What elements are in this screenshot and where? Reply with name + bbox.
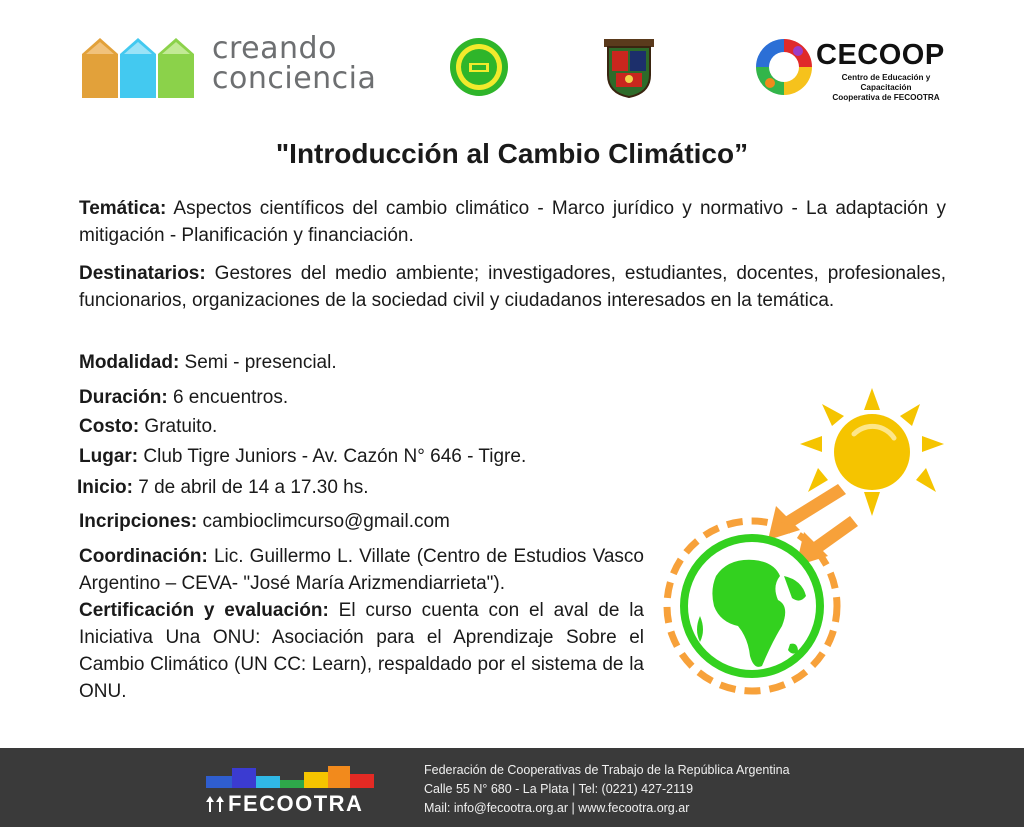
earth-globe-icon — [684, 538, 820, 674]
club-tigre-juniors-logo — [449, 37, 509, 97]
fecootra-people-icon — [206, 796, 226, 812]
footer-address-phone: Calle 55 N° 680 - La Plata | Tel: (0221) 427-2119 — [424, 782, 694, 796]
tematica-label: Temática: — [79, 198, 167, 219]
lugar-line — [79, 443, 526, 470]
modalidad-line — [79, 349, 337, 376]
coordinacion-text: Lic. Guillermo L. Villate (Centro de Estudios Vasco Argentino – CEVA- "José María Arizmendiarrieta"). — [79, 546, 644, 594]
climate-illustration — [650, 380, 960, 700]
fecootra-logo — [206, 764, 376, 814]
destinatarios-label: Destinatarios: — [79, 263, 206, 284]
duracion-text: 6 encuentros. — [167, 387, 289, 408]
footer — [0, 748, 1024, 827]
cecoop-subtitle — [816, 73, 956, 103]
houses-logo-icon — [80, 34, 198, 100]
inscripciones-label: Incripciones: — [79, 511, 198, 532]
club-emblem-icon — [449, 37, 509, 97]
cecoop-name: CECOOP — [816, 39, 945, 71]
inicio-label: Inicio: — [77, 477, 133, 498]
certificacion-label: Certificación y evaluación: — [79, 600, 329, 621]
conciencia-word: conciencia — [212, 61, 377, 96]
tematica-text: Aspectos científicos del cambio climático - Marco jurídico y normativo - La adaptación y mitigación - Planificación y financiación. — [79, 198, 946, 246]
footer-federation-name: Federación de Cooperativas de Trabajo de la República Argentina — [424, 763, 790, 777]
inscripciones-line — [79, 508, 450, 535]
cecoop-puzzle-icon — [754, 37, 814, 97]
cecoop-sub-line2: Cooperativa de FECOOTRA — [832, 93, 940, 102]
inicio-line — [77, 474, 369, 501]
creando-word: creando — [212, 31, 337, 66]
costo-line — [79, 413, 217, 440]
page-title: "Introducción al Cambio Climático” — [275, 138, 749, 169]
modalidad-text: Semi - presencial. — [179, 352, 337, 373]
footer-mail-web: Mail: info@fecootra.org.ar | www.fecootra.org.ar — [424, 801, 690, 815]
duracion-label: Duración: — [79, 387, 168, 408]
coat-of-arms-logo — [602, 37, 656, 99]
coordinacion-paragraph — [79, 543, 644, 597]
coat-of-arms-icon — [602, 37, 656, 99]
footer-contact-info — [424, 761, 790, 818]
modalidad-label: Modalidad: — [79, 352, 180, 373]
certificacion-text: El curso cuenta con el aval de la Iniciativa Una ONU: Asociación para el Aprendizaje Sobre el Cambio Climático (UN CC: Learn), respaldado por el sistema de la ONU. — [79, 600, 644, 702]
tematica-paragraph — [79, 195, 946, 249]
lugar-label: Lugar: — [79, 446, 139, 467]
costo-text: Gratuito. — [139, 416, 218, 437]
fecootra-color-blocks-icon — [206, 764, 376, 790]
cecoop-logo — [754, 37, 954, 102]
coordinacion-label: Coordinación: — [79, 546, 208, 567]
duracion-line — [79, 384, 288, 411]
creando-conciencia-text — [212, 31, 377, 96]
fecootra-wordmark: FECOOTRA — [228, 791, 364, 816]
cecoop-sub-line1: Centro de Educación y Capacitación — [841, 73, 931, 92]
costo-label: Costo: — [79, 416, 140, 437]
creando-conciencia-logo — [80, 31, 377, 104]
lugar-text: Club Tigre Juniors - Av. Cazón N° 646 - Tigre. — [138, 446, 527, 467]
destinatarios-paragraph — [79, 260, 946, 314]
certificacion-paragraph — [79, 597, 644, 705]
inicio-text: 7 de abril de 14 a 17.30 hs. — [132, 477, 369, 498]
inscripciones-email: cambioclimcurso@gmail.com — [197, 511, 450, 532]
destinatarios-text: Gestores del medio ambiente; investigadores, estudiantes, docentes, profesionales, funcionarios, organizaciones de la sociedad civil y ciudadanos interesados en la temática. — [79, 263, 946, 311]
